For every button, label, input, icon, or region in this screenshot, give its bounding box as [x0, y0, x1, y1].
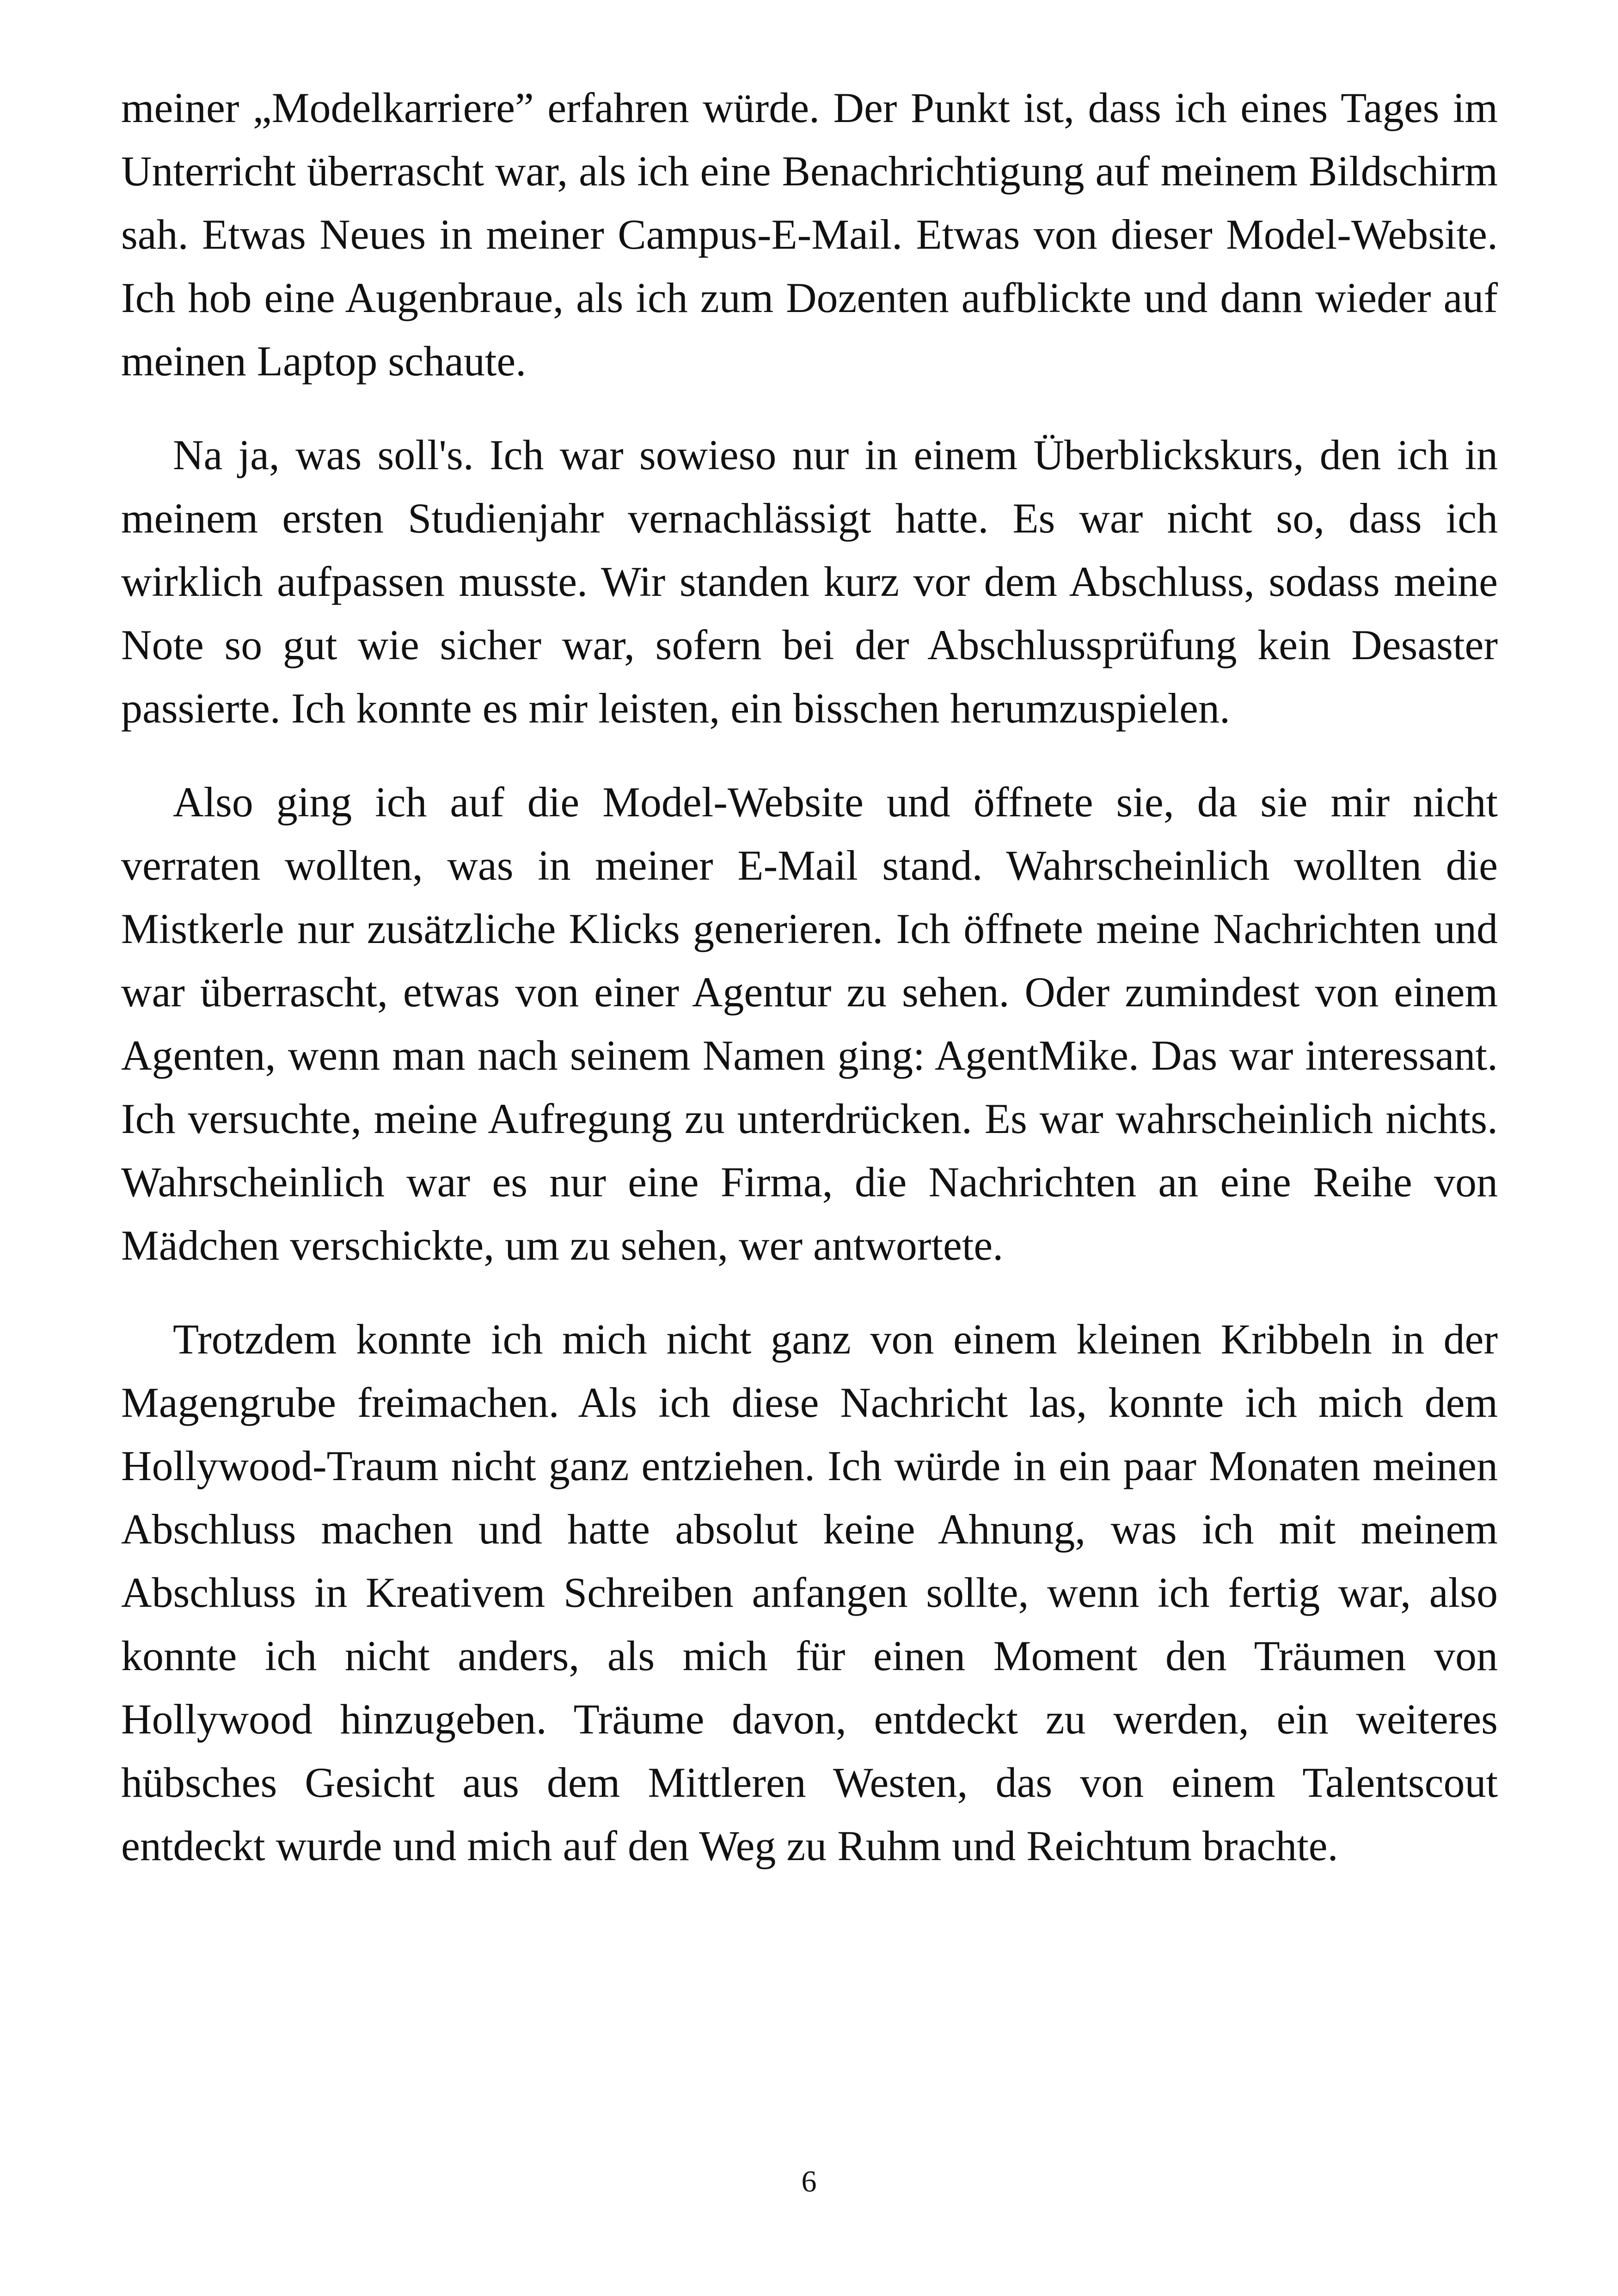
- paragraph-2: Na ja, was soll's. Ich war sowieso nur in einem Überblickskurs, den ich in meinem ersten Studienjahr vernachlässigt hatte. Es war nicht so, dass ich wirklich aufpassen musste. Wir standen kurz vor dem Abschluss, sodass meine Note so gut wie sicher war, sofern bei der Abschlussprüfung kein Desaster passierte. Ich konnte es mir leisten, ein bisschen herumzuspielen.: [121, 431, 1498, 732]
- paragraph-3: Also ging ich auf die Model-Website und öffnete sie, da sie mir nicht verraten wollten, was in meiner E-Mail stand. Wahrscheinlich wollten die Mistkerle nur zusätzliche Klicks generieren. Ich öffnete meine Nachrichten und war überrascht, etwas von einer Agentur zu sehen. Oder zumindest von einem Agenten, wenn man nach seinem Namen ging: AgentMike. Das war interessant. Ich versuchte, meine Aufregung zu unterdrücken. Es war wahrscheinlich nichts. Wahrscheinlich war es nur eine Firma, die Nachrichten an eine Reihe von Mädchen verschickte, um zu sehen, wer antwortete.: [121, 778, 1498, 1269]
- body-text: [121, 76, 1498, 1878]
- paragraph-4: Trotzdem konnte ich mich nicht ganz von einem kleinen Kribbeln in der Magengrube freimachen. Als ich diese Nachricht las, konnte ich mich dem Hollywood-Traum nicht ganz entziehen. Ich würde in ein paar Monaten meinen Abschluss machen und hatte absolut keine Ahnung, was ich mit meinem Abschluss in Kreativem Schreiben anfangen sollte, wenn ich fertig war, also konnte ich nicht anders, als mich für einen Moment den Träumen von Hollywood hinzugeben. Träume davon, entdeckt zu werden, ein weiteres hübsches Gesicht aus dem Mittleren Westen, das von einem Talentscout entdeckt wurde und mich auf den Weg zu Ruhm und Reichtum brachte.: [121, 1316, 1498, 1869]
- page-number: 6: [801, 2165, 817, 2198]
- paragraph-1: meiner „Modelkarriere” erfahren würde. Der Punkt ist, dass ich eines Tages im Unterricht überrascht war, als ich eine Benachrichtigung auf meinem Bildschirm sah. Etwas Neues in meiner Campus-E-Mail. Etwas von dieser Model-Website. Ich hob eine Augenbraue, als ich zum Dozenten aufblickte und dann wieder auf meinen Laptop schaute.: [121, 84, 1498, 385]
